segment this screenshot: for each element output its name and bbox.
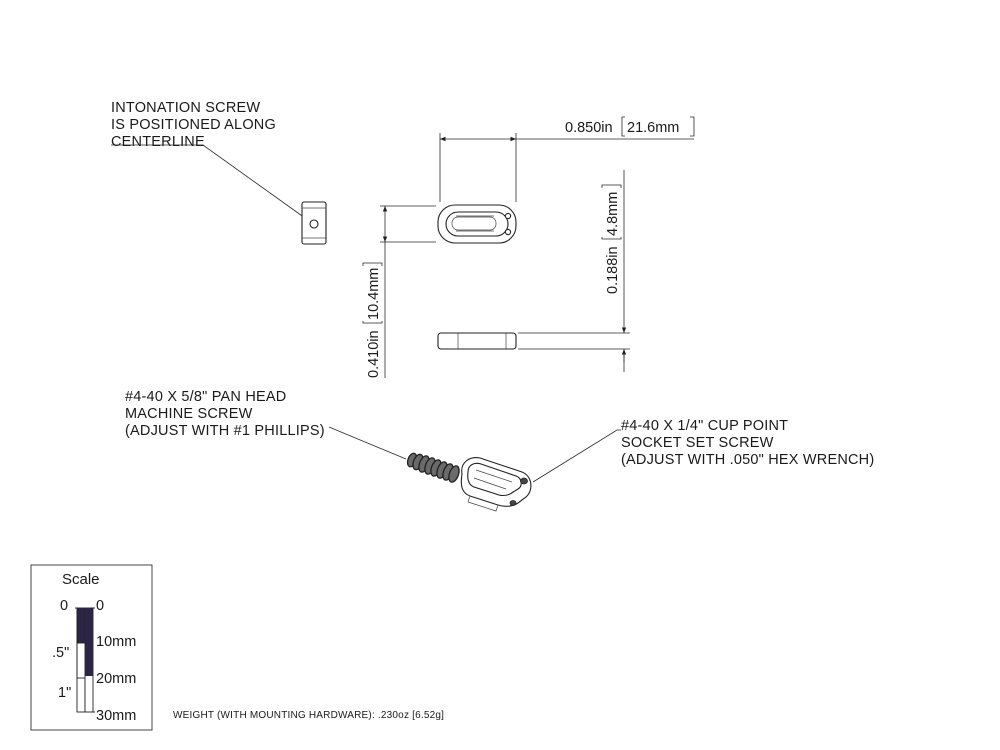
length-dim-inch: 0.850in — [565, 120, 613, 136]
set-screw-note-line-2: SOCKET SET SCREW — [621, 435, 774, 451]
pan-head-note-line-2: MACHINE SCREW — [125, 406, 253, 422]
pan-head-note-line-1: #4-40 X 5/8" PAN HEAD — [125, 389, 287, 405]
scale-mm-30: 30mm — [96, 708, 137, 724]
width-dim-mm: 10.4mm — [366, 267, 382, 320]
pan-head-note-line-3: (ADJUST WITH #1 PHILLIPS) — [125, 423, 325, 439]
scale-title: Scale — [62, 571, 100, 588]
intonation-note-line-1: INTONATION SCREW — [111, 100, 261, 116]
set-screw-note-line-3: (ADJUST WITH .050" HEX WRENCH) — [621, 452, 875, 468]
saddle-side-view — [438, 333, 516, 349]
width-dim-inch: 0.410in — [366, 330, 382, 378]
weight-note: WEIGHT (WITH MOUNTING HARDWARE): .230oz [6.52g] — [173, 710, 445, 721]
set-screw-note — [621, 418, 874, 468]
scale-mm-10: 10mm — [96, 634, 137, 650]
length-dim-mm: 21.6mm — [627, 120, 680, 136]
set-screw-leader-line — [533, 430, 621, 482]
screw-thread — [406, 452, 461, 483]
scale-legend — [31, 565, 152, 730]
set-screw-note-line-1: #4-40 X 1/4" CUP POINT — [621, 418, 789, 434]
scale-mm-0: 0 — [96, 598, 105, 614]
width-dimension — [363, 206, 436, 378]
saddle-top-view — [438, 205, 516, 243]
pan-head-note — [125, 389, 325, 439]
scale-mm-20: 20mm — [96, 671, 137, 687]
intonation-note-line-2: IS POSITIONED ALONG — [111, 117, 276, 133]
intonation-note — [111, 100, 276, 150]
scale-inch-0: 0 — [60, 598, 69, 614]
height-dim-inch: 0.188in — [605, 246, 621, 294]
scale-inch-half: .5" — [52, 645, 70, 661]
intonation-note-line-3: CENTERLINE — [111, 134, 205, 150]
height-dim-mm: 4.8mm — [605, 191, 621, 236]
height-dimension — [518, 170, 630, 372]
scale-inch-1: 1" — [58, 685, 72, 701]
length-dimension — [440, 117, 694, 202]
intonation-screw-end-view — [302, 202, 326, 244]
saddle-assembly-isometric — [406, 452, 531, 511]
intonation-leader-line — [111, 145, 305, 218]
pan-head-leader-line — [329, 427, 406, 459]
